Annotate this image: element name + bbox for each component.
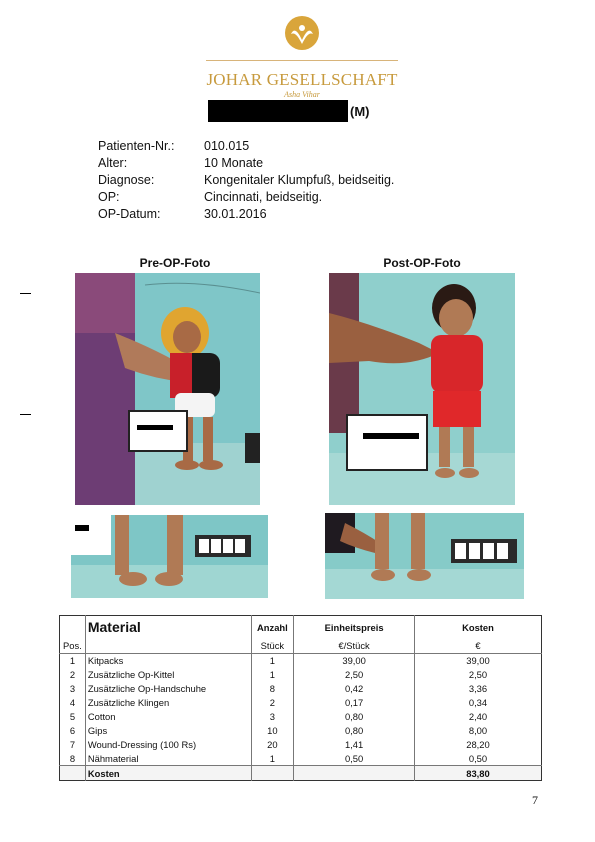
cell-pos: 5 <box>69 711 76 722</box>
cell-unit-price: 0,80 <box>294 710 415 724</box>
cell-pos: 4 <box>69 697 76 709</box>
logo-subtitle: Asha Vihar <box>284 90 320 99</box>
cell-material: Nähmaterial <box>85 751 251 765</box>
header-unit-price: Einheitspreis <box>294 616 415 639</box>
cell-pos: 1 <box>69 655 76 667</box>
cell-qty: 1 <box>251 668 294 682</box>
cell-unit-price: 0,17 <box>294 696 415 710</box>
redacted-name <box>208 100 348 122</box>
total-pos-spacer <box>60 766 86 781</box>
logo-emblem-icon <box>283 14 321 52</box>
pre-op-title: Pre-OP-Foto <box>139 256 211 270</box>
material-table <box>59 615 542 781</box>
cell-material: Zusätzliche Op-Handschuhe <box>85 682 251 696</box>
cell-material: Kitpacks <box>85 654 251 668</box>
info-label: Alter: <box>98 156 128 170</box>
cell-qty: 1 <box>251 654 294 668</box>
total-label: Kosten <box>85 766 251 781</box>
cell-cost: 39,00 <box>414 654 541 668</box>
cell-pos: 6 <box>69 724 76 736</box>
table-row <box>60 696 542 710</box>
table-row <box>60 737 542 751</box>
header-cost-unit: € <box>414 638 541 654</box>
cell-unit-price: 0,42 <box>294 682 415 696</box>
cell-unit-price: 0,50 <box>294 751 415 765</box>
margin-mark <box>20 293 31 294</box>
cell-pos: 7 <box>69 738 76 750</box>
header-material-spacer <box>85 638 251 654</box>
header-unit-price-unit: €/Stück <box>294 638 415 654</box>
table-subheader-row <box>60 638 542 654</box>
header-pos: Pos. <box>60 638 86 654</box>
post-op-title: Post-OP-Foto <box>383 256 461 270</box>
info-label: Diagnose: <box>98 173 155 187</box>
cell-cost: 2,50 <box>414 668 541 682</box>
cell-material: Wound-Dressing (100 Rs) <box>85 737 251 751</box>
cell-cost: 2,40 <box>414 710 541 724</box>
table-row <box>60 751 542 765</box>
header-cost: Kosten <box>414 616 541 639</box>
margin-mark <box>20 414 31 415</box>
cell-qty: 20 <box>251 737 294 751</box>
table-row <box>60 668 542 682</box>
cell-pos: 2 <box>69 669 76 681</box>
pre-op-photo <box>75 273 260 505</box>
cell-qty: 1 <box>251 751 294 765</box>
total-qty-spacer <box>251 766 294 781</box>
cell-cost: 0,50 <box>414 751 541 765</box>
post-op-feet-photo <box>325 513 524 599</box>
post-op-photo <box>329 273 515 505</box>
table-total-row <box>60 766 542 781</box>
total-unit-spacer <box>294 766 415 781</box>
cell-cost: 28,20 <box>414 737 541 751</box>
logo-divider <box>206 60 398 61</box>
header-material: Material <box>85 616 251 639</box>
header-qty: Anzahl <box>251 616 294 639</box>
cell-qty: 2 <box>251 696 294 710</box>
cell-unit-price: 2,50 <box>294 668 415 682</box>
gender-marker: (M) <box>350 104 370 119</box>
cell-material: Gips <box>85 723 251 737</box>
cell-cost: 8,00 <box>414 723 541 737</box>
total-value: 83,80 <box>414 766 541 781</box>
cell-unit-price: 1,41 <box>294 737 415 751</box>
info-value: Kongenitaler Klumpfuß, beidseitig. <box>204 173 395 187</box>
cell-qty: 10 <box>251 723 294 737</box>
cell-cost: 3,36 <box>414 682 541 696</box>
table-row <box>60 654 542 668</box>
info-label: OP: <box>98 190 120 204</box>
cell-qty: 8 <box>251 682 294 696</box>
header-pos-spacer <box>60 616 86 639</box>
table-row <box>60 682 542 696</box>
info-value: 010.015 <box>204 139 250 153</box>
cell-unit-price: 0,80 <box>294 723 415 737</box>
cell-pos: 8 <box>60 751 86 765</box>
cell-material: Cotton <box>85 710 251 724</box>
logo-name: JOHAR GESELLSCHAFT <box>206 70 398 89</box>
info-value: 10 Monate <box>204 156 264 170</box>
table-header-row <box>60 616 542 639</box>
info-value: Cincinnati, beidseitig. <box>204 190 323 204</box>
cell-material: Zusätzliche Op-Kittel <box>85 668 251 682</box>
table-row <box>60 723 542 737</box>
organization-logo <box>200 14 404 98</box>
cell-material: Zusätzliche Klingen <box>85 696 251 710</box>
page-number: 7 <box>532 793 538 807</box>
info-label: OP-Datum: <box>98 207 161 221</box>
table-row <box>60 710 542 724</box>
cell-qty: 3 <box>251 710 294 724</box>
pre-op-feet-photo <box>71 515 268 598</box>
info-value: 30.01.2016 <box>204 207 267 221</box>
info-label: Patienten-Nr.: <box>98 139 175 153</box>
cell-cost: 0,34 <box>414 696 541 710</box>
header-qty-unit: Stück <box>251 638 294 654</box>
cell-pos: 3 <box>69 683 76 695</box>
cell-unit-price: 39,00 <box>294 654 415 668</box>
